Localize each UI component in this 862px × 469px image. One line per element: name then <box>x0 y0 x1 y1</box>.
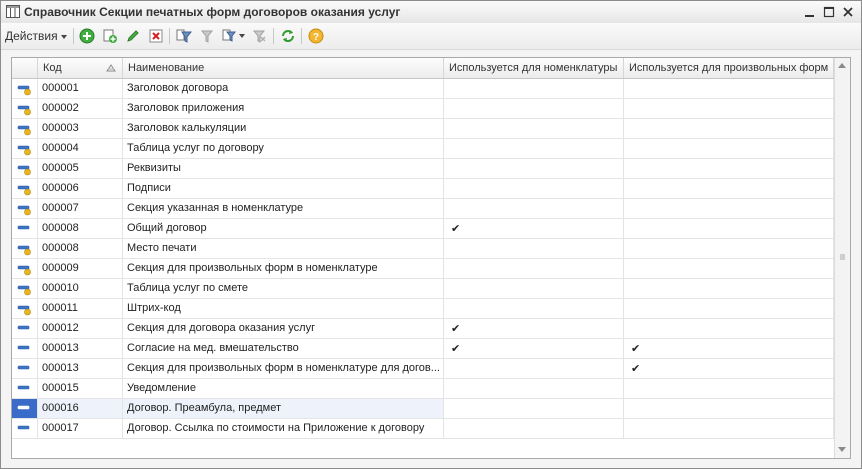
cell-nomenclature <box>444 139 624 158</box>
catalog-item-marked-icon <box>16 202 32 216</box>
cell-name-text: Штрих-код <box>127 302 181 314</box>
actions-label: Действия <box>5 29 58 43</box>
row-icon-cell <box>12 399 38 418</box>
row-icon-cell <box>12 279 38 298</box>
table-row[interactable] <box>12 199 834 219</box>
cell-code <box>38 399 123 418</box>
table-row[interactable] <box>12 339 834 359</box>
table-row[interactable] <box>12 179 834 199</box>
catalog-item-icon <box>16 322 32 336</box>
table-row[interactable] <box>12 319 834 339</box>
svg-text:?: ? <box>312 32 320 43</box>
help-button[interactable] <box>307 27 325 45</box>
catalog-item-marked-icon <box>16 262 32 276</box>
filter-menu-icon <box>222 28 238 44</box>
toolbar-separator <box>301 28 302 44</box>
cell-code-text: 000007 <box>42 202 79 214</box>
cell-free-forms <box>624 399 834 418</box>
cell-code <box>38 99 123 118</box>
cell-free-forms <box>624 239 834 258</box>
filter-icon <box>176 28 192 44</box>
cell-nomenclature <box>444 159 624 178</box>
cell-name-text: Таблица услуг по смете <box>127 282 249 294</box>
cell-name <box>123 179 444 198</box>
cell-name-text: Уведомление <box>127 382 196 394</box>
cell-name-text: Договор. Ссылка по стоимости на Приложение к договору <box>127 422 425 434</box>
cell-free-forms <box>624 359 834 378</box>
delete-icon <box>148 28 164 44</box>
cell-nomenclature <box>444 279 624 298</box>
cell-name-text: Реквизиты <box>127 162 181 174</box>
cell-nomenclature <box>444 179 624 198</box>
cell-nomenclature <box>444 379 624 398</box>
cell-name-text: Место печати <box>127 242 197 254</box>
row-icon-cell <box>12 319 38 338</box>
table-row[interactable] <box>12 259 834 279</box>
table-row[interactable] <box>12 239 834 259</box>
catalog-icon <box>6 5 20 18</box>
row-icon-cell <box>12 379 38 398</box>
row-icon-cell <box>12 339 38 358</box>
cell-name <box>123 299 444 318</box>
cell-code <box>38 159 123 178</box>
cell-code-text: 000001 <box>42 82 79 94</box>
toolbar-separator <box>169 28 170 44</box>
cell-nomenclature <box>444 119 624 138</box>
table-header <box>12 58 834 79</box>
cell-nomenclature <box>444 359 624 378</box>
cell-name <box>123 139 444 158</box>
row-icon-cell <box>12 219 38 238</box>
clear-filter-icon <box>251 28 267 44</box>
edit-icon <box>125 28 141 44</box>
cell-nomenclature <box>444 99 624 118</box>
filter-button[interactable] <box>175 27 193 45</box>
checkmark-icon: ✔ <box>631 342 641 355</box>
cell-code-text: 000012 <box>42 322 79 334</box>
cell-name <box>123 339 444 358</box>
table-row[interactable] <box>12 359 834 379</box>
help-icon <box>308 28 324 44</box>
cell-name <box>123 219 444 238</box>
table-body <box>12 79 834 439</box>
cell-free-forms <box>624 339 834 358</box>
cell-free-forms <box>624 279 834 298</box>
cell-code-text: 000008 <box>42 242 79 254</box>
checkmark-icon: ✔ <box>451 222 461 235</box>
cell-code-text: 000006 <box>42 182 79 194</box>
cell-nomenclature <box>444 219 624 238</box>
delete-button[interactable] <box>147 27 165 45</box>
cell-free-forms <box>624 379 834 398</box>
close-button[interactable] <box>840 4 856 20</box>
cell-free-forms <box>624 79 834 98</box>
cell-name <box>123 359 444 378</box>
cell-code <box>38 359 123 378</box>
cell-code-text: 000016 <box>42 402 79 414</box>
row-icon-cell <box>12 419 38 438</box>
cell-nomenclature <box>444 399 624 418</box>
catalog-item-marked-icon <box>16 162 32 176</box>
filter-menu-arrow-icon <box>239 34 245 38</box>
cell-name <box>123 279 444 298</box>
cell-code-text: 000015 <box>42 382 79 394</box>
cell-code-text: 000013 <box>42 362 79 374</box>
cell-code-text: 000008 <box>42 222 79 234</box>
scroll-down-arrow-icon[interactable] <box>838 447 846 452</box>
cell-name <box>123 199 444 218</box>
cell-free-forms <box>624 199 834 218</box>
row-icon-cell <box>12 199 38 218</box>
cell-nomenclature <box>444 339 624 358</box>
cell-nomenclature <box>444 79 624 98</box>
cell-nomenclature <box>444 319 624 338</box>
cell-code <box>38 299 123 318</box>
cell-name-text: Подписи <box>127 182 171 194</box>
cell-free-forms <box>624 119 834 138</box>
scroll-up-arrow-icon[interactable] <box>838 63 846 68</box>
table-row[interactable] <box>12 279 834 299</box>
cell-code <box>38 199 123 218</box>
clear-filter-button[interactable] <box>250 27 268 45</box>
checkmark-icon: ✔ <box>451 322 461 335</box>
cell-name <box>123 419 444 438</box>
cell-code <box>38 79 123 98</box>
catalog-item-icon <box>16 422 32 436</box>
table-row[interactable] <box>12 419 834 439</box>
table-row[interactable] <box>12 159 834 179</box>
cell-code-text: 000002 <box>42 102 79 114</box>
cell-free-forms <box>624 319 834 338</box>
cell-code <box>38 339 123 358</box>
cell-name-text: Секция для договора оказания услуг <box>127 322 316 334</box>
row-icon-cell <box>12 179 38 198</box>
catalog-item-icon <box>16 402 32 416</box>
catalog-item-marked-icon <box>16 122 32 136</box>
cell-name-text: Согласие на мед. вмешательство <box>127 342 299 354</box>
maximize-button[interactable] <box>821 4 837 20</box>
cell-nomenclature <box>444 259 624 278</box>
catalog-item-icon <box>16 382 32 396</box>
toolbar-separator <box>273 28 274 44</box>
catalog-item-marked-icon <box>16 82 32 96</box>
scroll-thumb-grip-icon[interactable] <box>839 254 846 260</box>
table-row[interactable] <box>12 119 834 139</box>
minimize-button[interactable] <box>802 4 818 20</box>
catalog-item-icon <box>16 362 32 376</box>
refresh-icon <box>280 28 296 44</box>
cell-code <box>38 179 123 198</box>
column-header-code[interactable]: Код <box>38 58 123 78</box>
cell-code <box>38 219 123 238</box>
table-row[interactable] <box>12 139 834 159</box>
cell-code <box>38 259 123 278</box>
row-icon-cell <box>12 99 38 118</box>
cell-free-forms <box>624 179 834 198</box>
cell-nomenclature <box>444 199 624 218</box>
cell-code-text: 000017 <box>42 422 79 434</box>
column-header-name[interactable]: Наименование <box>123 58 444 78</box>
cell-code <box>38 119 123 138</box>
cell-free-forms <box>624 159 834 178</box>
catalog-item-marked-icon <box>16 302 32 316</box>
title-bar <box>1 1 861 24</box>
cell-code <box>38 139 123 158</box>
cell-code <box>38 279 123 298</box>
cell-code <box>38 319 123 338</box>
cell-free-forms <box>624 259 834 278</box>
cell-name <box>123 119 444 138</box>
table-row[interactable] <box>12 379 834 399</box>
cell-name-text: Заголовок приложения <box>127 102 245 114</box>
column-header-nomenclature[interactable]: Используется для номенклатуры <box>444 58 624 78</box>
cell-code <box>38 239 123 258</box>
cell-code <box>38 419 123 438</box>
cell-name-text: Секция для произвольных форм в номенклатуре для догов... <box>127 362 440 374</box>
checkmark-icon: ✔ <box>451 342 461 355</box>
cell-name <box>123 239 444 258</box>
row-icon-cell <box>12 79 38 98</box>
toolbar-separator <box>73 28 74 44</box>
cell-nomenclature <box>444 299 624 318</box>
row-icon-cell <box>12 259 38 278</box>
toolbar <box>1 23 861 50</box>
cell-code-text: 000003 <box>42 122 79 134</box>
catalog-item-marked-icon <box>16 282 32 296</box>
icon-column-header[interactable] <box>12 58 38 78</box>
row-icon-cell <box>12 119 38 138</box>
sort-ascending-icon <box>106 64 116 72</box>
catalog-table[interactable] <box>11 57 851 459</box>
cell-name <box>123 319 444 338</box>
cell-code <box>38 379 123 398</box>
row-icon-cell <box>12 299 38 318</box>
catalog-item-marked-icon <box>16 102 32 116</box>
table-row[interactable] <box>12 399 834 419</box>
column-header-free-forms[interactable]: Используется для произвольных форм <box>624 58 834 78</box>
catalog-item-marked-icon <box>16 142 32 156</box>
cell-name <box>123 399 444 418</box>
cell-free-forms <box>624 219 834 238</box>
filter-off-icon <box>199 28 215 44</box>
cell-name-text: Договор. Преамбула, предмет <box>127 402 282 414</box>
actions-menu[interactable] <box>5 27 71 45</box>
cell-name-text: Общий договор <box>127 222 207 234</box>
cell-code-text: 000013 <box>42 342 79 354</box>
copy-icon <box>102 28 118 44</box>
cell-free-forms <box>624 299 834 318</box>
cell-name-text: Таблица услуг по договору <box>127 142 264 154</box>
cell-code-text: 000004 <box>42 142 79 154</box>
filter-menu-button[interactable] <box>221 27 239 45</box>
catalog-item-marked-icon <box>16 182 32 196</box>
row-icon-cell <box>12 159 38 178</box>
cell-name <box>123 79 444 98</box>
cell-nomenclature <box>444 419 624 438</box>
checkmark-icon: ✔ <box>631 362 641 375</box>
cell-name <box>123 159 444 178</box>
filter-off-button[interactable] <box>198 27 216 45</box>
window-title: Справочник Секции печатных форм договоров оказания услуг <box>24 5 401 19</box>
table-row[interactable] <box>12 79 834 99</box>
cell-code-text: 000009 <box>42 262 79 274</box>
table-row[interactable] <box>12 219 834 239</box>
cell-name <box>123 379 444 398</box>
cell-free-forms <box>624 139 834 158</box>
catalog-item-marked-icon <box>16 242 32 256</box>
cell-name-text: Секция для произвольных форм в номенклатуре <box>127 262 378 274</box>
cell-free-forms <box>624 99 834 118</box>
cell-name <box>123 99 444 118</box>
copy-button[interactable] <box>101 27 119 45</box>
cell-name-text: Заголовок договора <box>127 82 229 94</box>
cell-code-text: 000010 <box>42 282 79 294</box>
table-row[interactable] <box>12 299 834 319</box>
row-icon-cell <box>12 359 38 378</box>
row-icon-cell <box>12 239 38 258</box>
cell-free-forms <box>624 419 834 438</box>
cell-code-text: 000005 <box>42 162 79 174</box>
cell-nomenclature <box>444 239 624 258</box>
cell-name-text: Заголовок калькуляции <box>127 122 247 134</box>
add-button[interactable] <box>78 27 96 45</box>
cell-code-text: 000011 <box>42 302 78 314</box>
catalog-item-icon <box>16 342 32 356</box>
dropdown-arrow-icon <box>61 35 67 39</box>
row-icon-cell <box>12 139 38 158</box>
cell-name <box>123 259 444 278</box>
table-row[interactable] <box>12 99 834 119</box>
add-icon <box>79 28 95 44</box>
refresh-button[interactable] <box>279 27 297 45</box>
vertical-scrollbar[interactable] <box>834 58 850 458</box>
catalog-item-icon <box>16 222 32 236</box>
edit-button[interactable] <box>124 27 142 45</box>
cell-name-text: Секция указанная в номенклатуре <box>127 202 304 214</box>
